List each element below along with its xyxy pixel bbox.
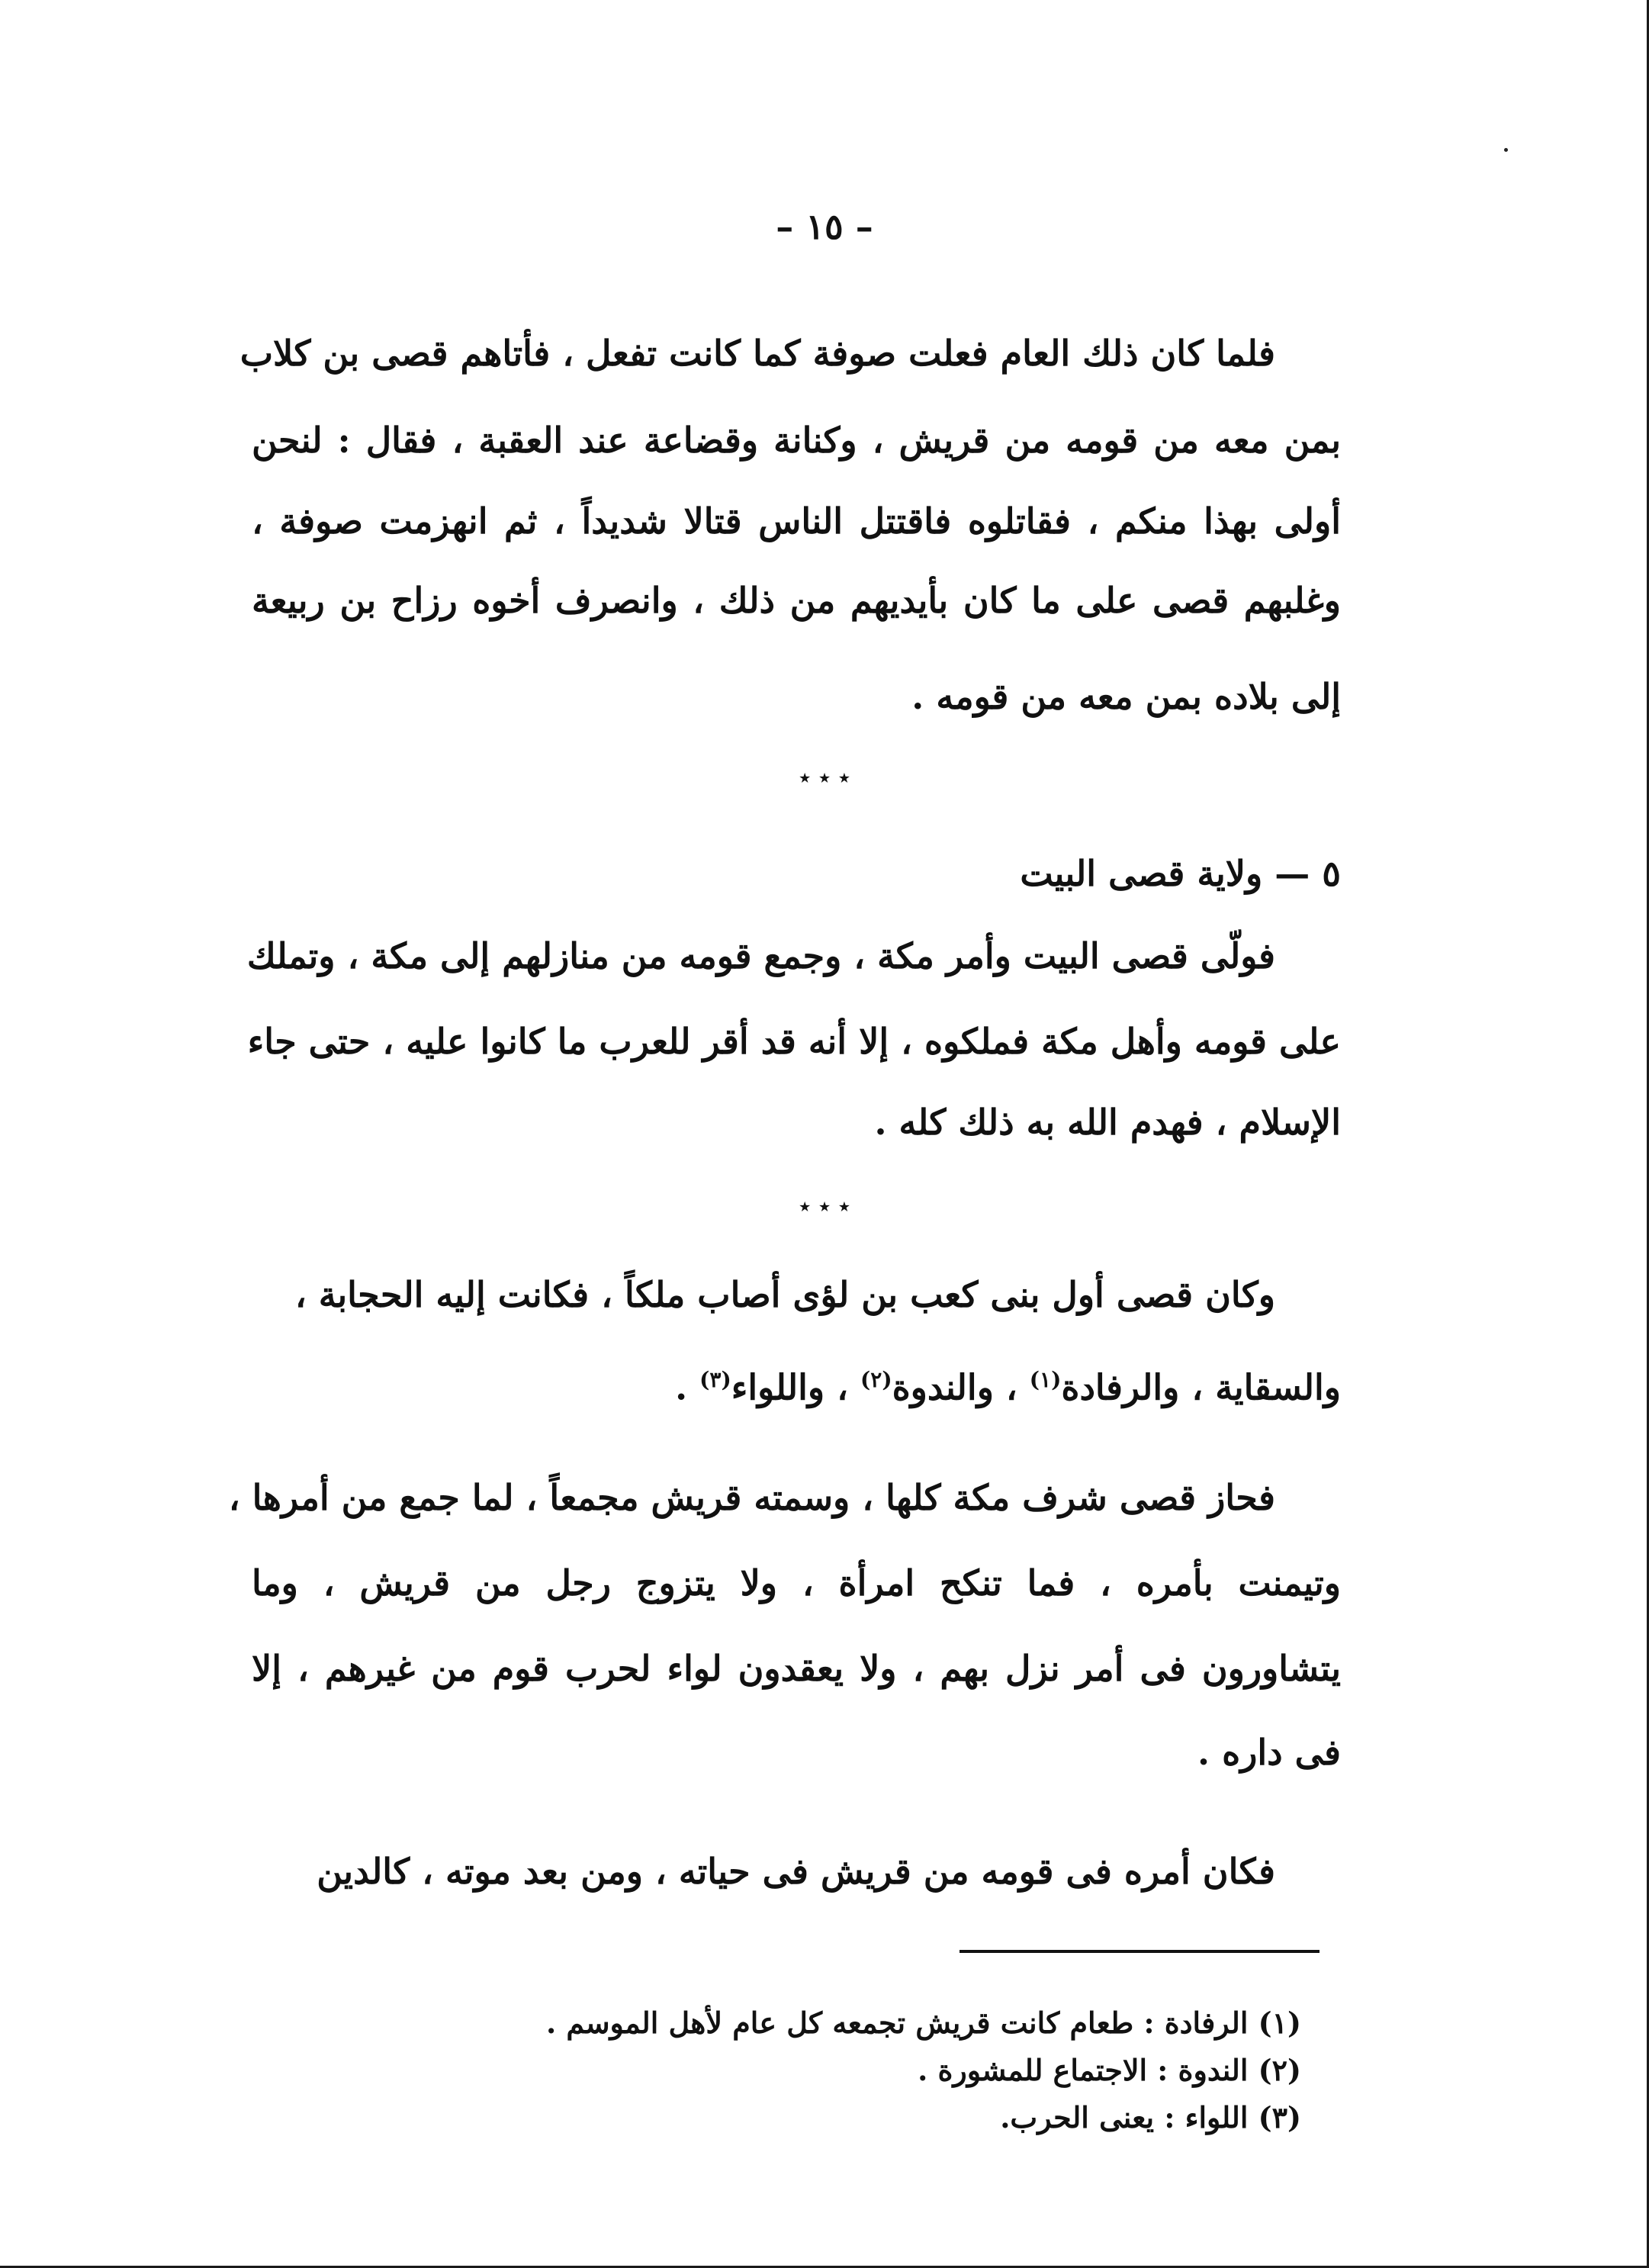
- paragraph-line: يتشاورون فى أمر نزل بهم ، ولا يعقدون لواء لحرب قوم من غيرهم ، إلا: [252, 1648, 1341, 1689]
- text-segment: ، والندوة: [892, 1366, 1030, 1408]
- footnote-ref-2: (٢): [860, 1367, 892, 1392]
- paragraph-line: على قومه وأهل مكة فملكوه ، إلا أنه قد أقر للعرب ما كانوا عليه ، حتى جاء: [247, 1021, 1341, 1062]
- paragraph-line: أولى بهذا منكم ، فقاتلوه فاقتتل الناس قتالا شديداً ، ثم انهزمت صوفة ،: [252, 500, 1342, 542]
- paragraph-line: وتيمنت بأمره ، فما تنكح امرأة ، ولا يتزوج رجل من قريش ، وما: [252, 1562, 1341, 1604]
- paragraph-line: الإسلام ، فهدم الله به ذلك كله .: [874, 1102, 1341, 1143]
- paragraph-line: إلى بلاده بمن معه من قومه .: [911, 676, 1341, 717]
- paragraph-line: فلما كان ذلك العام فعلت صوفة كما كانت تفعل ، فأتاهم قصى بن كلاب: [239, 333, 1275, 374]
- footnote-ref-1: (١): [1029, 1367, 1062, 1392]
- scan-speck: [1504, 148, 1508, 152]
- footnote-ref-3: (٣): [699, 1367, 731, 1392]
- paragraph-line: فكان أمره فى قومه من قريش فى حياته ، ومن بعد موته ، كالدين: [317, 1851, 1275, 1892]
- footnote-3: (٣) اللواء : يعنى الحرب.: [1000, 2100, 1301, 2134]
- paragraph-line: فولّى قصى البيت وأمر مكة ، وجمع قومه من منازلهم إلى مكة ، وتملك: [246, 935, 1275, 976]
- text-segment: والسقاية ، والرفادة: [1061, 1366, 1341, 1408]
- paragraph-line: وكان قصى أول بنى كعب بن لؤى أصاب ملكاً ، فكانت إليه الحجابة ،: [294, 1274, 1275, 1315]
- section-heading: ٥ — ولاية قصى البيت: [1020, 853, 1341, 894]
- paragraph-line: فحاز قصى شرف مكة كلها ، وسمته قريش مجمعاً ، لما جمع من أمرها ،: [228, 1477, 1275, 1518]
- page-number: – ١٥ –: [776, 206, 873, 247]
- footnote-1: (١) الرفادة : طعام كانت قريش تجمعه كل عام لأهل الموسم .: [545, 2006, 1301, 2040]
- section-separator: ٭ ٭ ٭: [798, 764, 851, 791]
- text-segment: ، واللواء: [731, 1366, 861, 1408]
- footnote-2: (٢) الندوة : الاجتماع للمشورة .: [918, 2053, 1301, 2087]
- paragraph-line: فى داره .: [1197, 1732, 1341, 1773]
- paragraph-line: بمن معه من قومه من قريش ، وكنانة وقضاعة عند العقبة ، فقال : لنحن: [252, 420, 1341, 461]
- section-separator: ٭ ٭ ٭: [798, 1193, 851, 1220]
- paragraph-line-with-footnote-refs: [252, 1353, 1341, 1414]
- text-segment: .: [675, 1366, 700, 1408]
- paragraph-line: وغلبهم قصى على ما كان بأيديهم من ذلك ، وانصرف أخوه رزاح بن ربيعة: [252, 580, 1341, 621]
- footnote-divider: [960, 1950, 1320, 1953]
